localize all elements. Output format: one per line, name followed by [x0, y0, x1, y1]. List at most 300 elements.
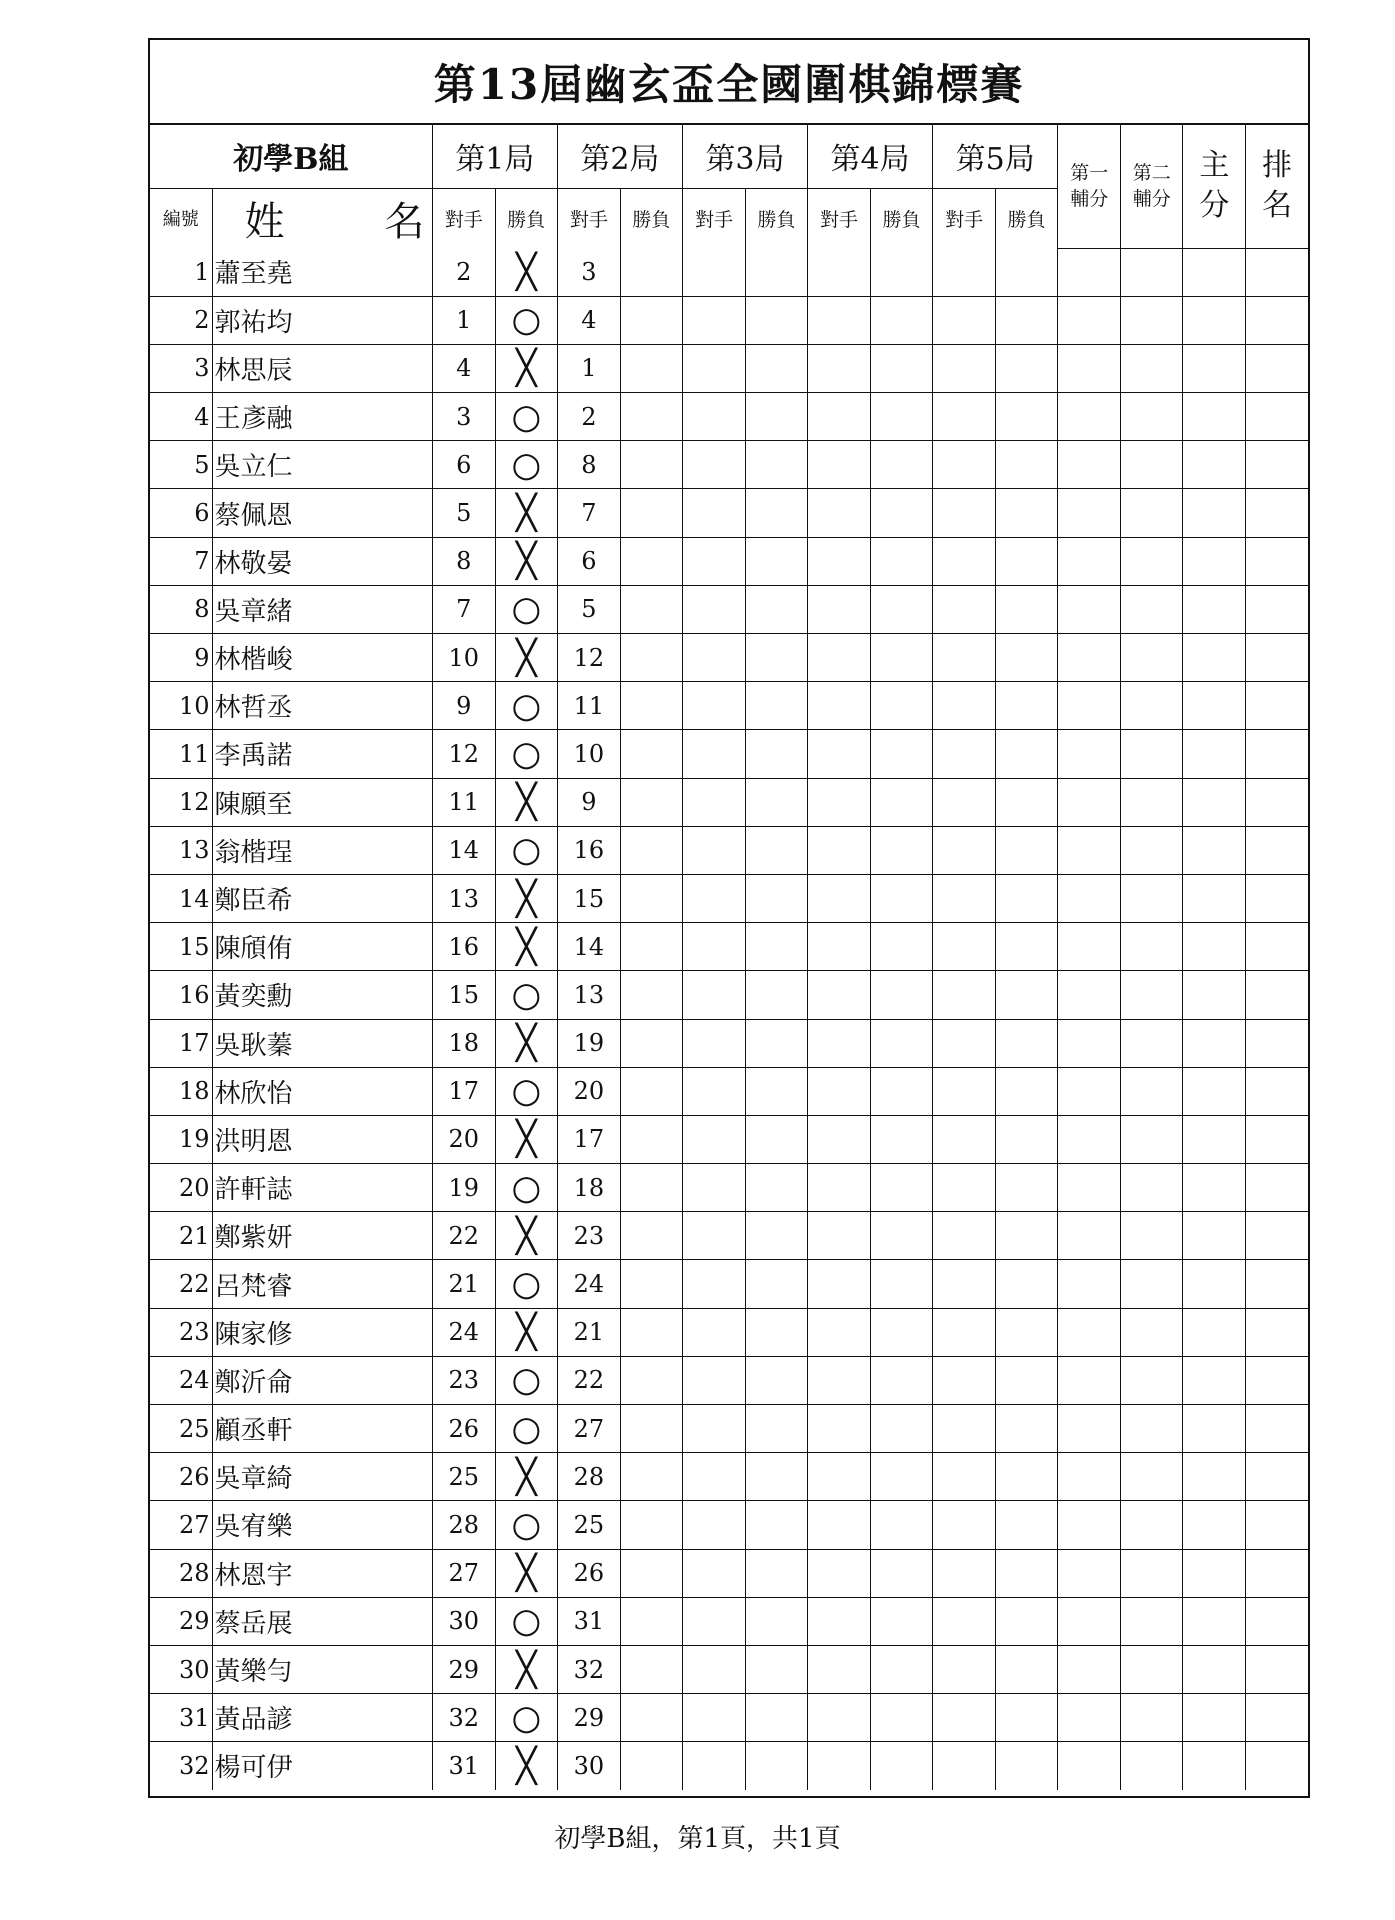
r2-opponent: 11	[557, 682, 620, 730]
r5-result-header: 勝負	[996, 188, 1058, 248]
r4-result	[871, 730, 933, 778]
tiebreak-1-cell	[1058, 1115, 1121, 1163]
r5-result	[996, 1549, 1058, 1597]
r3-result	[745, 248, 807, 296]
r1-result: ╳	[495, 778, 557, 826]
r3-result	[745, 1742, 807, 1790]
table-row	[150, 1260, 1308, 1308]
r4-opponent	[808, 296, 871, 344]
r5-result	[996, 1645, 1058, 1693]
r5-opponent	[933, 778, 996, 826]
player-number: 23	[150, 1308, 212, 1356]
r4-opponent	[808, 1597, 871, 1645]
r2-opponent: 9	[557, 778, 620, 826]
player-number: 22	[150, 1260, 212, 1308]
r3-opponent	[682, 1308, 745, 1356]
r3-result	[745, 1212, 807, 1260]
r5-result	[996, 248, 1058, 296]
r5-result	[996, 441, 1058, 489]
r2-opponent: 32	[557, 1645, 620, 1693]
player-number: 6	[150, 489, 212, 537]
r4-result	[871, 1405, 933, 1453]
r3-opponent	[682, 1694, 745, 1742]
rank-cell	[1246, 585, 1308, 633]
r5-result	[996, 296, 1058, 344]
r3-result	[745, 971, 807, 1019]
r3-result	[745, 1645, 807, 1693]
r5-result	[996, 923, 1058, 971]
r2-opponent: 14	[557, 923, 620, 971]
tiebreak-1-cell	[1058, 826, 1121, 874]
tiebreak-2-cell	[1121, 344, 1183, 392]
r5-result	[996, 585, 1058, 633]
table-row	[150, 296, 1308, 344]
rank-cell	[1246, 441, 1308, 489]
player-name: 吳耿蓁	[212, 1019, 432, 1067]
tiebreak-1-cell	[1058, 489, 1121, 537]
r3-result	[745, 296, 807, 344]
r3-opponent	[682, 1645, 745, 1693]
r4-result	[871, 296, 933, 344]
main-score-cell	[1183, 1501, 1246, 1549]
tiebreak-1-cell	[1058, 344, 1121, 392]
r2-result	[620, 1549, 682, 1597]
r3-opponent	[682, 923, 745, 971]
player-number: 9	[150, 634, 212, 682]
r3-result	[745, 923, 807, 971]
r2-opponent: 27	[557, 1405, 620, 1453]
player-number: 25	[150, 1405, 212, 1453]
r1-opponent: 15	[432, 971, 495, 1019]
r1-result: ╳	[495, 1019, 557, 1067]
tiebreak-1-cell	[1058, 1453, 1121, 1501]
r4-result	[871, 1645, 933, 1693]
r1-result: ╳	[495, 344, 557, 392]
r5-opponent	[933, 248, 996, 296]
r5-opponent	[933, 1549, 996, 1597]
r3-result	[745, 1115, 807, 1163]
r3-result	[745, 537, 807, 585]
r4-opponent	[808, 1308, 871, 1356]
tiebreak-2-cell	[1121, 248, 1183, 296]
tiebreak-2-cell	[1121, 585, 1183, 633]
r1-result: ╳	[495, 489, 557, 537]
round-3-header: 第3局	[682, 125, 807, 188]
r4-opponent	[808, 1019, 871, 1067]
r2-opponent: 21	[557, 1308, 620, 1356]
r4-result	[871, 393, 933, 441]
rank-cell	[1246, 1597, 1308, 1645]
player-number: 32	[150, 1742, 212, 1790]
rank-cell	[1246, 682, 1308, 730]
r4-result	[871, 634, 933, 682]
r2-result	[620, 1694, 682, 1742]
r2-result-header: 勝負	[620, 188, 682, 248]
r5-result	[996, 1115, 1058, 1163]
r3-opponent	[682, 1115, 745, 1163]
r5-result	[996, 1308, 1058, 1356]
player-number: 14	[150, 874, 212, 922]
rank-cell	[1246, 971, 1308, 1019]
r1-result: ╳	[495, 1212, 557, 1260]
r3-opponent	[682, 1549, 745, 1597]
r2-result	[620, 1260, 682, 1308]
r3-opponent	[682, 248, 745, 296]
r3-result	[745, 730, 807, 778]
r4-opponent	[808, 1501, 871, 1549]
tiebreak-1-cell	[1058, 1742, 1121, 1790]
r3-result	[745, 1019, 807, 1067]
r5-result	[996, 1742, 1058, 1790]
r5-result	[996, 971, 1058, 1019]
r5-opponent-header: 對手	[933, 188, 996, 248]
name-header: 姓 名	[212, 188, 432, 248]
r3-result	[745, 1308, 807, 1356]
tiebreak-2-cell	[1121, 1453, 1183, 1501]
r4-result	[871, 248, 933, 296]
table-row	[150, 1742, 1308, 1790]
r1-result: ○	[495, 1597, 557, 1645]
r4-result	[871, 441, 933, 489]
tiebreak-2-cell	[1121, 923, 1183, 971]
r1-result: ○	[495, 1405, 557, 1453]
player-number: 15	[150, 923, 212, 971]
player-number: 17	[150, 1019, 212, 1067]
r1-opponent: 23	[432, 1356, 495, 1404]
r4-result	[871, 1067, 933, 1115]
r3-result	[745, 1453, 807, 1501]
r1-opponent: 32	[432, 1694, 495, 1742]
r1-result: ○	[495, 682, 557, 730]
main-score-cell	[1183, 489, 1246, 537]
r3-opponent	[682, 874, 745, 922]
main-score-cell	[1183, 1212, 1246, 1260]
player-name: 鄭臣希	[212, 874, 432, 922]
r4-opponent	[808, 971, 871, 1019]
table-row	[150, 1019, 1308, 1067]
tiebreak-1-cell	[1058, 778, 1121, 826]
r1-opponent: 2	[432, 248, 495, 296]
player-name: 鄭紫妍	[212, 1212, 432, 1260]
r1-opponent: 10	[432, 634, 495, 682]
player-name: 吳立仁	[212, 441, 432, 489]
r4-result	[871, 1742, 933, 1790]
r3-result	[745, 874, 807, 922]
main-score-cell	[1183, 1067, 1246, 1115]
r2-result	[620, 826, 682, 874]
player-number: 4	[150, 393, 212, 441]
round-4-header: 第4局	[808, 125, 933, 188]
r4-opponent	[808, 537, 871, 585]
r1-result: ○	[495, 1067, 557, 1115]
rank-cell	[1246, 1742, 1308, 1790]
r1-result: ○	[495, 1260, 557, 1308]
r5-opponent	[933, 1164, 996, 1212]
player-number: 28	[150, 1549, 212, 1597]
table-row	[150, 1308, 1308, 1356]
main-score-cell	[1183, 393, 1246, 441]
r5-opponent	[933, 537, 996, 585]
tiebreak-1-cell	[1058, 1645, 1121, 1693]
main-score-cell	[1183, 248, 1246, 296]
r5-result	[996, 1405, 1058, 1453]
r4-result	[871, 971, 933, 1019]
r3-opponent	[682, 971, 745, 1019]
r5-opponent	[933, 585, 996, 633]
r2-opponent: 26	[557, 1549, 620, 1597]
page-footer: 初學B組，第1頁，共1頁	[554, 1824, 841, 1854]
r5-result	[996, 634, 1058, 682]
r3-opponent	[682, 730, 745, 778]
r1-result: ╳	[495, 537, 557, 585]
r3-result	[745, 393, 807, 441]
r5-opponent	[933, 1742, 996, 1790]
player-name: 林楷峻	[212, 634, 432, 682]
r5-result	[996, 1164, 1058, 1212]
tiebreak-1-cell	[1058, 1019, 1121, 1067]
r1-opponent: 20	[432, 1115, 495, 1163]
player-number: 30	[150, 1645, 212, 1693]
r2-opponent: 10	[557, 730, 620, 778]
r5-result	[996, 730, 1058, 778]
table-row	[150, 489, 1308, 537]
main-score-cell	[1183, 585, 1246, 633]
r3-result	[745, 585, 807, 633]
r4-opponent	[808, 585, 871, 633]
r5-result	[996, 682, 1058, 730]
r3-opponent	[682, 778, 745, 826]
player-number: 2	[150, 296, 212, 344]
r2-result	[620, 1501, 682, 1549]
r4-opponent	[808, 1067, 871, 1115]
player-name: 顧丞軒	[212, 1405, 432, 1453]
player-name: 林恩宇	[212, 1549, 432, 1597]
player-number: 21	[150, 1212, 212, 1260]
tiebreak-2-cell	[1121, 1356, 1183, 1404]
player-name: 郭祐均	[212, 296, 432, 344]
r5-result	[996, 1501, 1058, 1549]
r5-opponent	[933, 1645, 996, 1693]
tiebreak-1-cell	[1058, 296, 1121, 344]
r2-opponent: 17	[557, 1115, 620, 1163]
main-score-cell	[1183, 1260, 1246, 1308]
r4-opponent	[808, 1742, 871, 1790]
player-name: 王彥融	[212, 393, 432, 441]
tiebreak-1-cell	[1058, 1405, 1121, 1453]
r1-opponent: 3	[432, 393, 495, 441]
tiebreak-1-cell	[1058, 248, 1121, 296]
table-row	[150, 585, 1308, 633]
r2-result	[620, 537, 682, 585]
table-row	[150, 441, 1308, 489]
rank-cell	[1246, 1501, 1308, 1549]
r4-opponent	[808, 778, 871, 826]
r1-result: ○	[495, 1501, 557, 1549]
main-score-cell	[1183, 971, 1246, 1019]
r1-result: ╳	[495, 634, 557, 682]
r1-opponent: 7	[432, 585, 495, 633]
rank-cell	[1246, 778, 1308, 826]
r1-result: ○	[495, 1694, 557, 1742]
r3-result	[745, 489, 807, 537]
tiebreak-1-cell	[1058, 923, 1121, 971]
r4-opponent	[808, 730, 871, 778]
tiebreak-1-cell	[1058, 537, 1121, 585]
r2-opponent: 29	[557, 1694, 620, 1742]
r1-result: ╳	[495, 1115, 557, 1163]
r4-result	[871, 1212, 933, 1260]
main-score-cell	[1183, 1453, 1246, 1501]
r1-opponent: 31	[432, 1742, 495, 1790]
r4-result	[871, 489, 933, 537]
tiebreak-1-header: 第一 輔分	[1058, 125, 1121, 248]
tiebreak-2-cell	[1121, 1164, 1183, 1212]
r2-opponent: 23	[557, 1212, 620, 1260]
r3-result	[745, 1356, 807, 1404]
rank-cell	[1246, 730, 1308, 778]
r5-result	[996, 1260, 1058, 1308]
r4-opponent	[808, 248, 871, 296]
r5-result	[996, 393, 1058, 441]
r2-result	[620, 1308, 682, 1356]
r5-result	[996, 1356, 1058, 1404]
table-row	[150, 1164, 1308, 1212]
r2-opponent: 18	[557, 1164, 620, 1212]
r3-opponent	[682, 1212, 745, 1260]
r1-opponent: 14	[432, 826, 495, 874]
tiebreak-2-cell	[1121, 489, 1183, 537]
player-number: 29	[150, 1597, 212, 1645]
tiebreak-2-cell	[1121, 1405, 1183, 1453]
r1-opponent: 25	[432, 1453, 495, 1501]
r5-opponent	[933, 826, 996, 874]
table-row	[150, 682, 1308, 730]
r1-opponent-header: 對手	[432, 188, 495, 248]
table-row	[150, 344, 1308, 392]
r5-opponent	[933, 1308, 996, 1356]
r4-opponent	[808, 874, 871, 922]
r4-opponent	[808, 1212, 871, 1260]
r2-result	[620, 1115, 682, 1163]
r4-result	[871, 874, 933, 922]
r2-opponent: 31	[557, 1597, 620, 1645]
r2-opponent: 13	[557, 971, 620, 1019]
tiebreak-2-cell	[1121, 1645, 1183, 1693]
tiebreak-2-cell	[1121, 971, 1183, 1019]
table-row	[150, 1549, 1308, 1597]
rank-cell	[1246, 923, 1308, 971]
r2-opponent: 24	[557, 1260, 620, 1308]
player-name: 林思辰	[212, 344, 432, 392]
tiebreak-1-cell	[1058, 1164, 1121, 1212]
r4-result	[871, 344, 933, 392]
tiebreak-2-cell	[1121, 1260, 1183, 1308]
r2-opponent-header: 對手	[557, 188, 620, 248]
rank-header: 排 名	[1246, 125, 1308, 248]
r4-result	[871, 585, 933, 633]
r1-opponent: 24	[432, 1308, 495, 1356]
rank-cell	[1246, 1645, 1308, 1693]
r4-result-header: 勝負	[871, 188, 933, 248]
r1-opponent: 19	[432, 1164, 495, 1212]
tiebreak-2-cell	[1121, 682, 1183, 730]
rank-cell	[1246, 874, 1308, 922]
tiebreak-1-cell	[1058, 634, 1121, 682]
r2-result	[620, 1405, 682, 1453]
table-row	[150, 537, 1308, 585]
rank-cell	[1246, 248, 1308, 296]
tiebreak-1-cell	[1058, 1260, 1121, 1308]
rank-cell	[1246, 1694, 1308, 1742]
r4-opponent	[808, 489, 871, 537]
tiebreak-2-cell	[1121, 1019, 1183, 1067]
r3-opponent	[682, 1356, 745, 1404]
tiebreak-1-cell	[1058, 1356, 1121, 1404]
r3-result	[745, 1405, 807, 1453]
main-score-cell	[1183, 826, 1246, 874]
main-score-cell	[1183, 1115, 1246, 1163]
main-score-cell	[1183, 296, 1246, 344]
r4-result	[871, 1694, 933, 1742]
main-score-cell	[1183, 778, 1246, 826]
rank-cell	[1246, 1212, 1308, 1260]
r1-result: ○	[495, 1356, 557, 1404]
r3-opponent	[682, 682, 745, 730]
r2-opponent: 20	[557, 1067, 620, 1115]
player-name: 李禹諾	[212, 730, 432, 778]
rank-cell	[1246, 1549, 1308, 1597]
player-number: 16	[150, 971, 212, 1019]
r1-opponent: 4	[432, 344, 495, 392]
player-name: 呂梵睿	[212, 1260, 432, 1308]
rank-cell	[1246, 1019, 1308, 1067]
r4-opponent	[808, 1405, 871, 1453]
r2-result	[620, 1742, 682, 1790]
tiebreak-1-cell	[1058, 971, 1121, 1019]
header-row-1	[150, 125, 1308, 188]
r2-opponent: 4	[557, 296, 620, 344]
r4-result	[871, 1260, 933, 1308]
r1-result: ○	[495, 585, 557, 633]
r1-result: ╳	[495, 874, 557, 922]
r1-result: ╳	[495, 1308, 557, 1356]
tiebreak-2-cell	[1121, 1694, 1183, 1742]
tiebreak-1-cell	[1058, 441, 1121, 489]
table-row	[150, 634, 1308, 682]
table-row	[150, 1453, 1308, 1501]
rank-cell	[1246, 296, 1308, 344]
main-score-cell	[1183, 441, 1246, 489]
results-table	[150, 125, 1308, 1790]
rank-cell	[1246, 1260, 1308, 1308]
r2-result	[620, 393, 682, 441]
r4-opponent	[808, 826, 871, 874]
r1-opponent: 12	[432, 730, 495, 778]
r4-result	[871, 778, 933, 826]
r2-opponent: 30	[557, 1742, 620, 1790]
r4-opponent	[808, 393, 871, 441]
main-score-cell	[1183, 923, 1246, 971]
r1-opponent: 18	[432, 1019, 495, 1067]
r4-opponent	[808, 1453, 871, 1501]
r2-result	[620, 344, 682, 392]
r2-result	[620, 1067, 682, 1115]
r5-opponent	[933, 634, 996, 682]
main-score-cell	[1183, 730, 1246, 778]
r5-opponent	[933, 1453, 996, 1501]
r4-result	[871, 1501, 933, 1549]
r4-result	[871, 1356, 933, 1404]
